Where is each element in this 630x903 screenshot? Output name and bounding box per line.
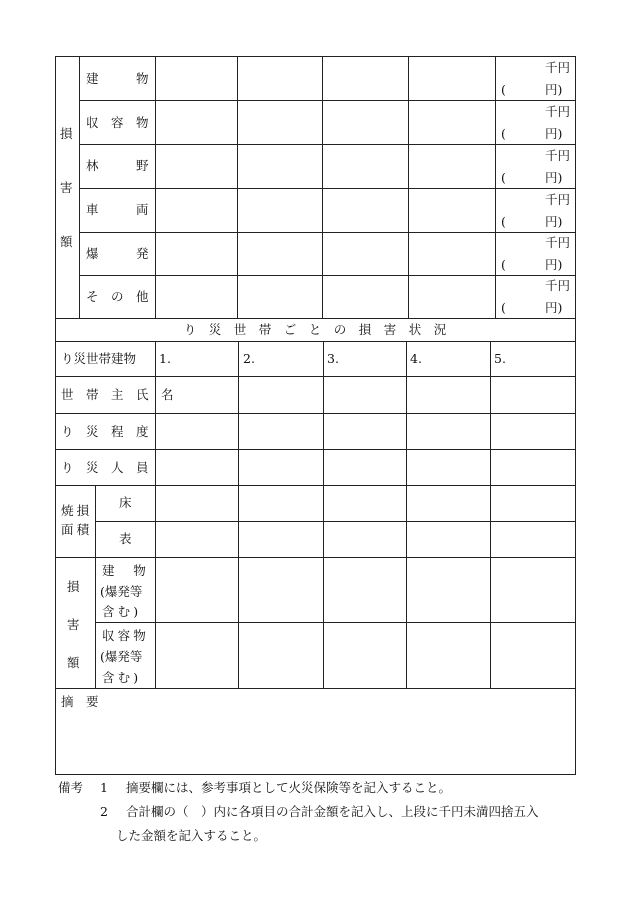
row-label-explosion: 爆 発	[86, 246, 149, 261]
note-2-continuation: した金額を記入すること。	[116, 828, 267, 843]
paren-open: (	[501, 82, 506, 97]
hh-damage-char-3: 額	[67, 655, 80, 670]
paren-open: (	[501, 126, 506, 141]
damage-degree-label: り 災 程 度	[61, 424, 149, 439]
notes-block	[58, 776, 603, 848]
section-title: り 災 世 帯 ご と の 損 害 状 況	[183, 322, 447, 337]
hh-damage-char-2: 害	[67, 617, 80, 632]
area-label-line-1: 焼損	[61, 503, 93, 518]
unit-thousand-yen: 千円	[545, 104, 571, 119]
note-2-number: 2	[100, 804, 108, 819]
damage-label-char-1: 損	[60, 126, 73, 141]
note-2-text: 合計欄の（ ）内に各項目の合計金額を記入し、上段に千円未満四捨五入	[126, 804, 539, 819]
row-label-other: そ の 他	[86, 289, 149, 304]
household-number-1: 1.	[159, 351, 171, 366]
building-damage-line-2: (爆発等	[100, 584, 143, 599]
paren-open: (	[501, 300, 506, 315]
note-1-text: 摘要欄には、参考事項として火災保険等を記入すること。	[126, 780, 452, 795]
paren-open: (	[501, 170, 506, 185]
row-label-forest: 林 野	[86, 158, 149, 173]
row-label-building: 建 物	[86, 71, 149, 86]
row-label-vehicle: 車 両	[86, 202, 149, 217]
contents-damage-line-3: 含む)	[102, 670, 142, 685]
unit-thousand-yen: 千円	[545, 278, 571, 293]
surface-label: 表	[119, 531, 132, 546]
unit-thousand-yen: 千円	[545, 235, 571, 250]
area-label-line-2: 面積	[61, 522, 93, 537]
floor-label: 床	[119, 495, 132, 510]
unit-yen: 円)	[545, 300, 563, 315]
unit-thousand-yen: 千円	[545, 60, 571, 75]
persons-label: り 災 人 員	[61, 460, 149, 475]
row-label-contents: 収 容 物	[86, 115, 149, 130]
unit-yen: 円)	[545, 257, 563, 272]
summary-label: 摘 要	[61, 694, 99, 709]
paren-open: (	[501, 257, 506, 272]
building-damage-line-1: 建 物	[102, 563, 149, 578]
unit-yen: 円)	[545, 126, 563, 141]
unit-yen: 円)	[545, 214, 563, 229]
household-number-3: 3.	[327, 351, 339, 366]
household-number-2: 2.	[243, 351, 255, 366]
unit-thousand-yen: 千円	[545, 148, 571, 163]
contents-damage-line-1: 収容物	[102, 628, 149, 643]
unit-thousand-yen: 千円	[545, 192, 571, 207]
household-number-4: 4.	[410, 351, 422, 366]
unit-yen: 円)	[545, 82, 563, 97]
building-damage-line-3: 含む)	[102, 604, 142, 619]
head-name-label: 世 帯 主 氏 名	[61, 387, 174, 402]
hh-damage-char-1: 損	[67, 579, 80, 594]
note-1-number: 1	[100, 780, 108, 795]
damage-label-char-3: 額	[60, 234, 73, 249]
contents-damage-line-2: (爆発等	[100, 649, 143, 664]
paren-open: (	[501, 214, 506, 229]
unit-yen: 円)	[545, 170, 563, 185]
household-number-5: 5.	[494, 351, 506, 366]
household-building-label: り災世帯建物	[61, 351, 137, 366]
damage-label-char-2: 害	[60, 180, 73, 195]
notes-label: 備考	[58, 780, 84, 795]
